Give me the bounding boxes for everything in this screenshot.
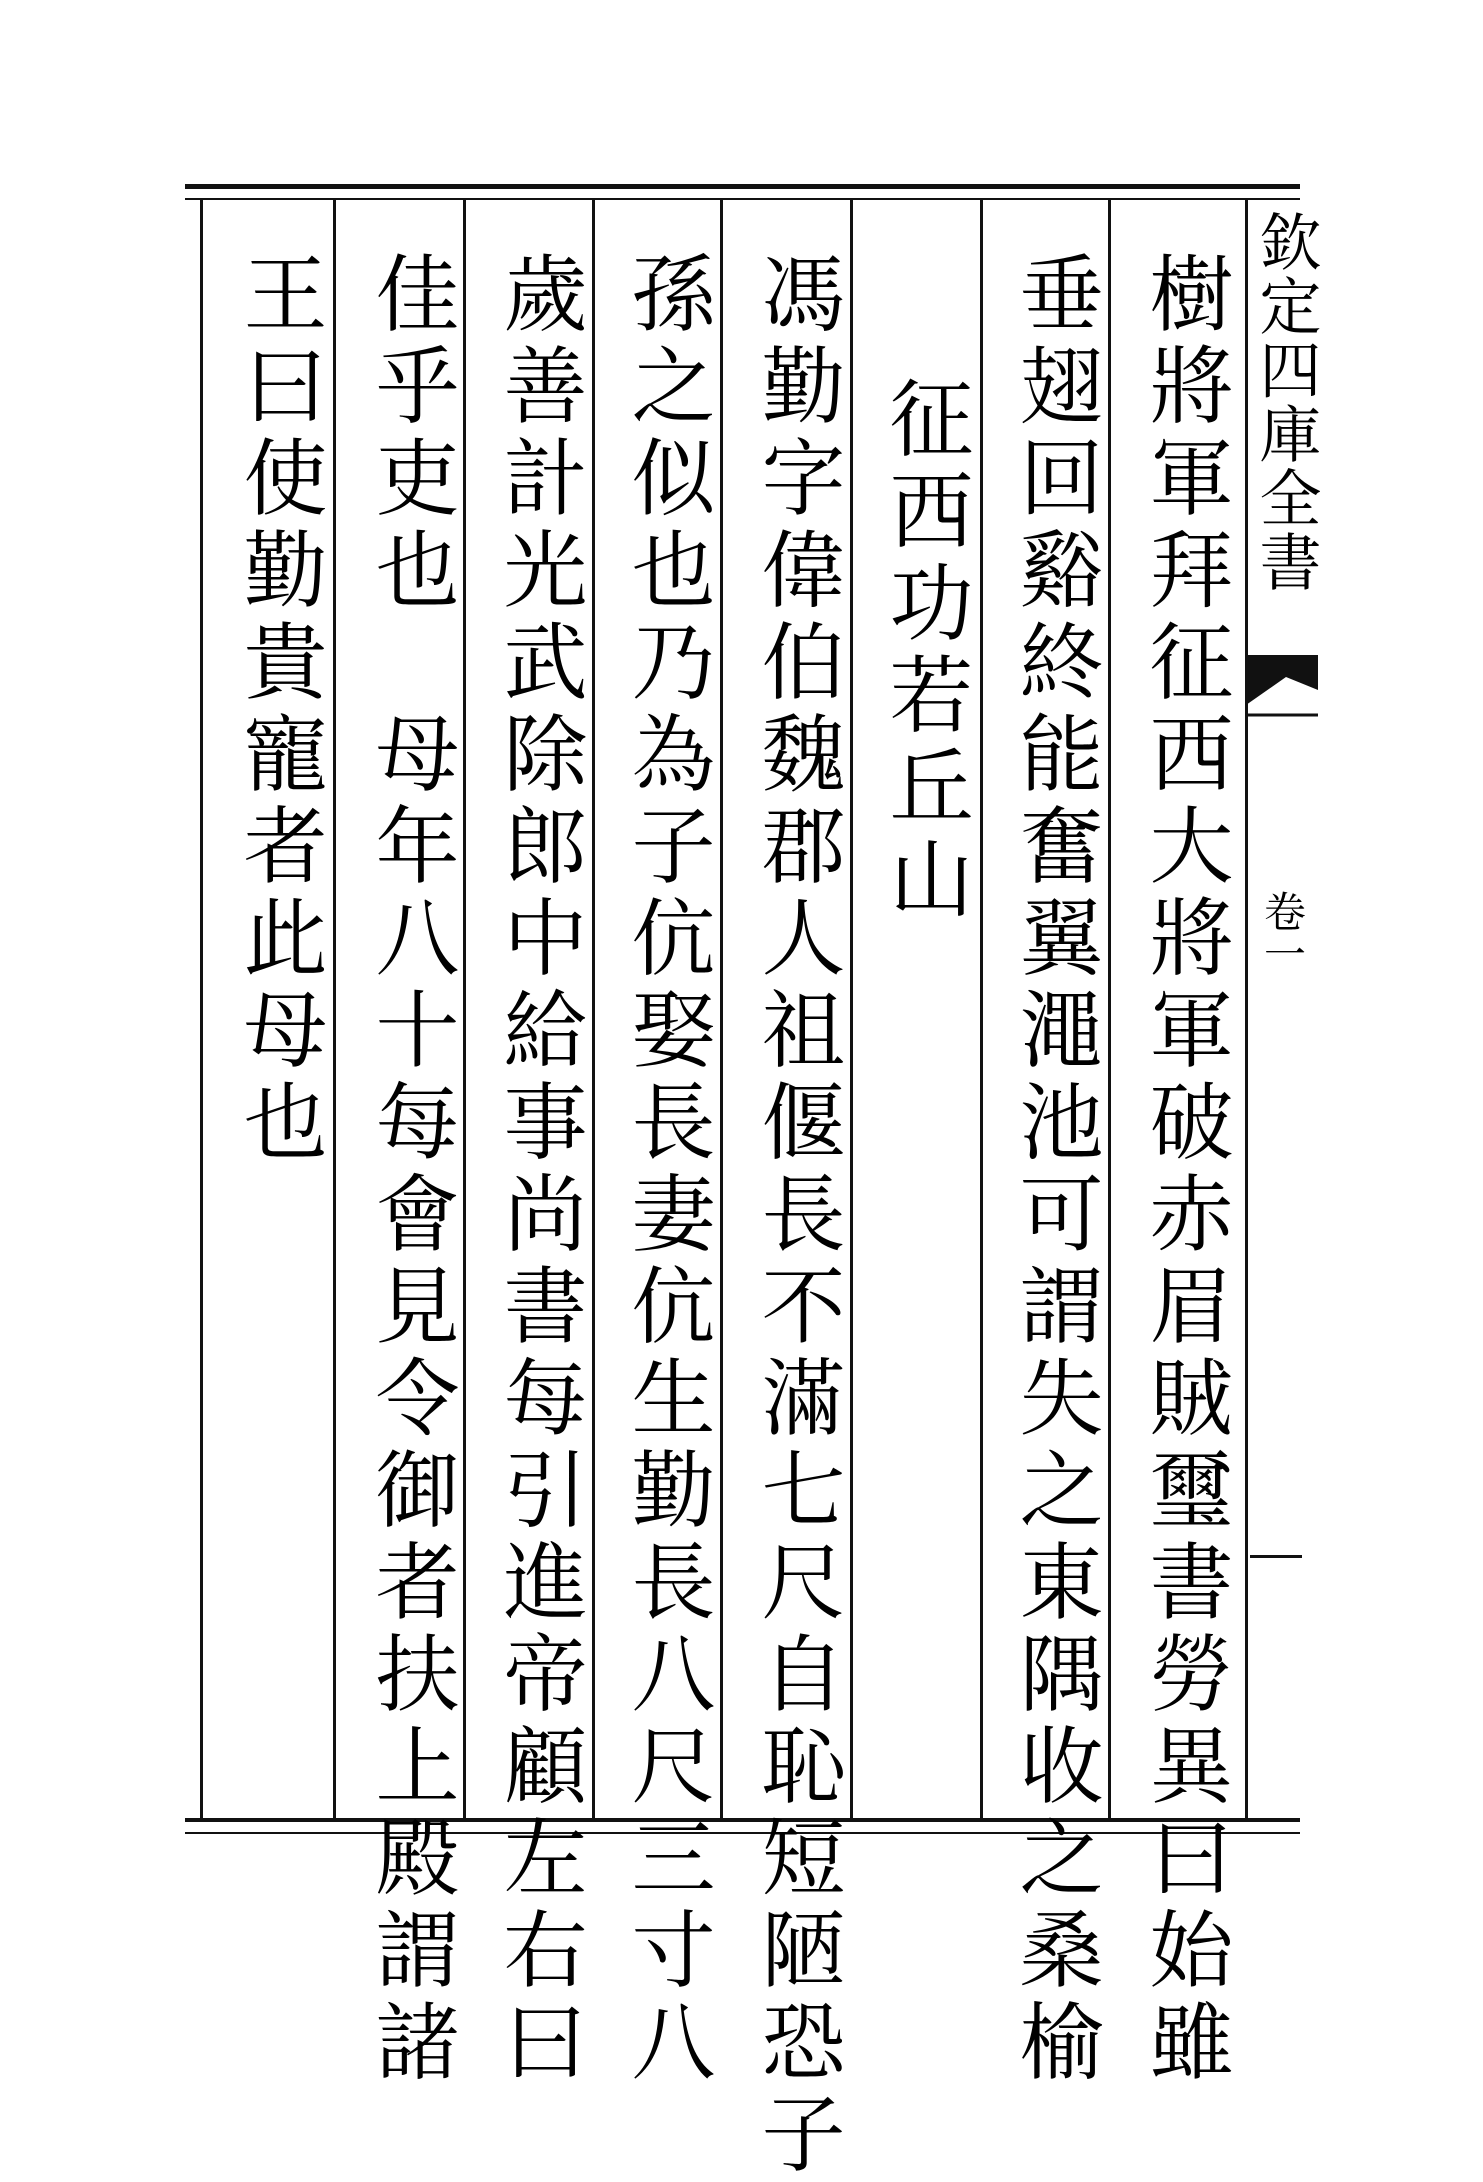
text-column-1: 樹將軍拜征西大將軍破赤眉賊璽書勞異曰始雖: [1136, 250, 1234, 2090]
margin-tick: [1250, 1555, 1302, 1558]
margin-juan-label: 卷一: [1258, 890, 1307, 974]
left-border: [200, 198, 203, 1820]
column-divider: [980, 200, 983, 1818]
top-border: [185, 184, 1300, 189]
text-column-2: 垂翅回谿終能奮翼澠池可謂失之東隅收之桑榆: [1006, 250, 1104, 2090]
text-column-5: 孫之似也乃為子伉娶長妻伉生勤長八尺三寸八: [618, 250, 716, 2090]
fishtail-mark-icon: [1246, 655, 1318, 725]
text-column-7: 佳乎吏也 母年八十每會見令御者扶上殿謂諸: [362, 250, 460, 2090]
top-border-inner: [185, 198, 1300, 200]
text-column-8: 王曰使勤貴寵者此母也: [230, 250, 328, 1170]
margin-book-title: 欽定四庫全書: [1249, 210, 1322, 594]
text-column-4: 馮勤字偉伯魏郡人祖偃長不滿七尺自恥短陋恐子: [748, 250, 846, 2182]
text-column-6: 歲善計光武除郎中給事尚書每引進帝顧左右曰: [490, 250, 588, 2090]
text-column-3: 征西功若丘山: [876, 375, 974, 927]
right-border: [1245, 198, 1248, 1820]
